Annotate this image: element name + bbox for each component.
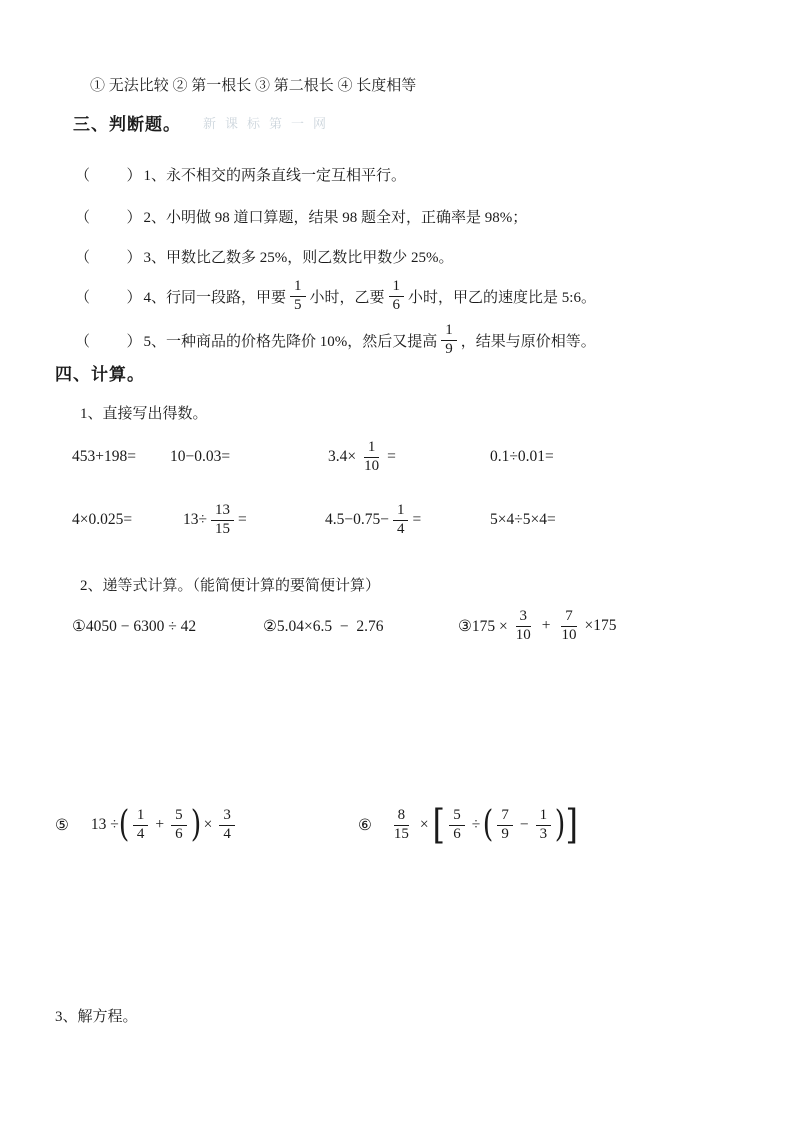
fraction-denominator: 4 [223, 825, 231, 842]
expression-text: = [387, 448, 396, 465]
judge-item-text: 1、永不相交的两条直线一定互相平行。 [143, 167, 407, 184]
judge-section-heading [73, 110, 335, 135]
fraction [171, 807, 187, 843]
answer-paren: （ ） [75, 167, 144, 184]
stepwise-expression-3 [458, 598, 617, 654]
expression-text: ①4050 − 6300 ÷ 42 [72, 617, 197, 635]
stepwise-expression-6 [358, 792, 579, 858]
expression-text: 5×4÷5×4= [490, 511, 556, 528]
expression-text: 10−0.03= [170, 448, 231, 465]
judge-item-4 [75, 274, 596, 318]
big-paren-close: ) [190, 804, 201, 845]
calc-expression [183, 494, 247, 546]
fraction-denominator: 10 [561, 626, 577, 643]
fraction-denominator: 6 [392, 296, 401, 313]
fraction [389, 278, 405, 314]
fraction-numerator: 1 [393, 502, 409, 520]
fraction [360, 439, 383, 475]
fraction-numerator: 7 [497, 807, 513, 825]
judge-item-2 [75, 204, 527, 228]
big-paren-open: ( [118, 804, 130, 845]
fraction-numerator: 1 [389, 278, 405, 296]
calc-expression [325, 494, 421, 546]
fraction-numerator: 1 [536, 807, 552, 825]
expression-text: 453+198= [72, 448, 136, 465]
stepwise-row-2 [0, 792, 793, 858]
judge-item-text: 5、一种商品的价格先降价 10%，然后又提高 [143, 333, 438, 350]
fraction [133, 807, 149, 843]
judge-item-1 [75, 162, 406, 186]
fraction [449, 807, 465, 843]
judge-item-text: 小时，甲乙的速度比是 5:6。 [408, 289, 596, 306]
expression-text: 3.4× [328, 448, 357, 465]
plus-operator: + [541, 617, 551, 634]
fraction [497, 807, 513, 843]
fraction [441, 322, 457, 358]
judge-item-text: ，结果与原价相等。 [460, 333, 596, 350]
judge-item-text: 4、行同一段路，甲要 [143, 289, 287, 306]
item-number: ⑤ [55, 816, 69, 834]
item-number: ⑥ [358, 816, 372, 834]
fraction-denominator: 9 [445, 340, 453, 357]
fraction [558, 608, 581, 644]
answer-paren: （ ） [75, 333, 144, 350]
judge-section-title: 三、判断题。 [73, 115, 181, 134]
fraction-numerator: 1 [364, 439, 380, 457]
fraction-numerator: 8 [394, 807, 410, 825]
fraction-numerator: 13 [211, 502, 234, 520]
fraction [390, 807, 413, 843]
fraction [512, 608, 535, 644]
judge-item-text: 2、小明做 98 道口算题，结果 98 题全对，正确率是 98%； [143, 209, 528, 226]
fraction-denominator: 3 [539, 825, 548, 842]
expression-text: 13÷ [183, 511, 208, 528]
judge-item-5 [75, 318, 596, 362]
direct-calc-row-2 [0, 494, 793, 546]
stepwise-row-1 [0, 598, 793, 654]
expression-text: 13 ÷ [90, 816, 119, 833]
divide-operator: ÷ [471, 816, 481, 833]
expression-text: ×175 [584, 617, 617, 634]
watermark: 新课标第一网 [203, 116, 336, 131]
fraction-numerator: 1 [441, 322, 457, 340]
fraction-numerator: 3 [516, 608, 532, 626]
big-bracket-open: [ [432, 802, 445, 848]
fraction [290, 278, 306, 314]
expression-text: 4×0.025= [72, 511, 133, 528]
calc-section-title: 四、计算。 [55, 365, 145, 384]
fraction-denominator: 15 [215, 520, 231, 537]
choice-options-line: ① 无法比较 ② 第一根长 ③ 第二根长 ④ 长度相等 [90, 78, 417, 94]
big-paren-open: ( [483, 804, 494, 845]
calc-expression [328, 433, 396, 481]
fraction-denominator: 9 [501, 825, 509, 842]
fraction-numerator: 1 [290, 278, 306, 296]
answer-paren: （ ） [75, 209, 144, 226]
fraction-denominator: 4 [396, 520, 405, 537]
times-operator: × [203, 816, 213, 833]
fraction-denominator: 4 [136, 825, 145, 842]
calc-expression [490, 494, 556, 546]
fraction-denominator: 5 [294, 296, 302, 313]
plus-operator: + [155, 816, 165, 833]
fraction-denominator: 15 [393, 825, 409, 842]
direct-calc-subtitle: 1、直接写出得数。 [80, 406, 208, 422]
fraction [211, 502, 234, 538]
fraction-numerator: 5 [171, 807, 187, 825]
calc-expression [72, 433, 136, 481]
stepwise-calc-subtitle: 2、递等式计算。（能简便计算的要简便计算） [80, 578, 381, 594]
big-paren-close: ) [554, 804, 566, 845]
minus-operator: − [519, 816, 529, 833]
fraction [536, 807, 552, 843]
fraction-numerator: 1 [133, 807, 149, 825]
fraction [393, 502, 409, 538]
calc-expression [72, 494, 132, 546]
stepwise-expression-1 [72, 598, 196, 654]
expression-text: = [238, 511, 247, 528]
stepwise-expression-5 [55, 792, 239, 858]
times-operator: × [419, 816, 429, 833]
fraction [219, 807, 235, 843]
fraction-numerator: 7 [561, 608, 577, 626]
expression-text: 0.1÷0.01= [490, 448, 554, 465]
expression-text: ③175 × [458, 617, 508, 635]
solve-equation-subtitle: 3、解方程。 [55, 1009, 138, 1025]
calc-expression [170, 433, 230, 481]
fraction-numerator: 5 [449, 807, 465, 825]
fraction-numerator: 3 [219, 807, 235, 825]
answer-paren: （ ） [75, 289, 144, 306]
calc-expression [490, 433, 554, 481]
direct-calc-row-1 [0, 433, 793, 481]
fraction-denominator: 6 [175, 825, 183, 842]
fraction-denominator: 6 [453, 825, 461, 842]
answer-paren: （ ） [75, 249, 144, 266]
expression-text: 4.5−0.75− [325, 511, 389, 528]
fraction-denominator: 10 [364, 457, 380, 474]
judge-item-3 [75, 244, 454, 268]
judge-item-text: 小时，乙要 [309, 289, 385, 306]
big-bracket-close: ] [565, 802, 579, 848]
judge-item-text: 3、甲数比乙数多 25%，则乙数比甲数少 25%。 [143, 249, 454, 266]
expression-text: = [412, 511, 422, 528]
fraction-denominator: 10 [515, 626, 531, 643]
expression-text: ②5.04×6.5 − 2.76 [263, 617, 384, 635]
stepwise-expression-2 [263, 598, 384, 654]
